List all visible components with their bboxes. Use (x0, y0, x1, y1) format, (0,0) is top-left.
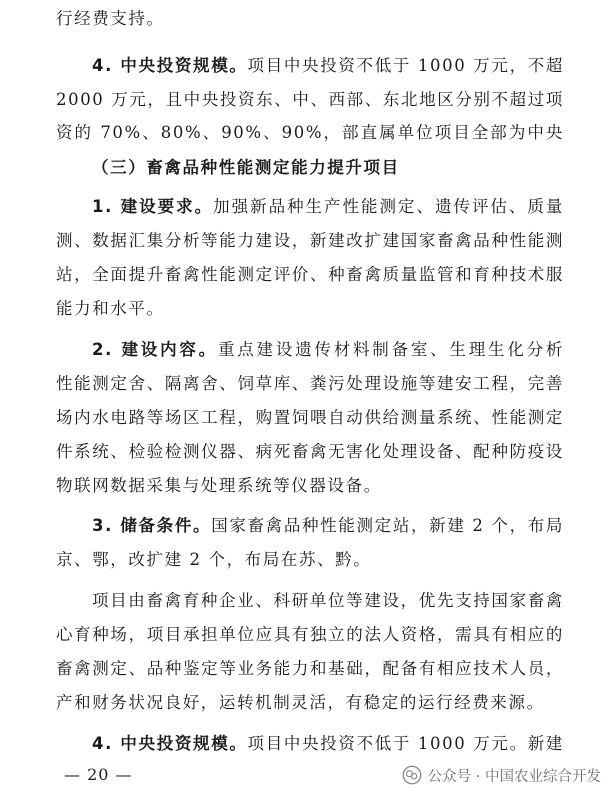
section-heading (92, 157, 564, 179)
line-text: 项目中央投资不低于 1000 万元，不超 (247, 56, 564, 75)
paragraph-line (56, 298, 564, 320)
paragraph-line (56, 373, 564, 395)
paragraph-line (92, 515, 564, 537)
watermark-text: 公众号 · 中国农业综合开发 (427, 768, 601, 785)
line-text: 能力和水平。 (56, 299, 165, 318)
paragraph-line (56, 8, 564, 30)
line-text: 加强新品种生产性能测定、遗传评估、质量 (213, 197, 564, 216)
item-heading: 3. 储备条件。 (92, 516, 212, 535)
paragraph-line (56, 624, 564, 646)
line-text: 性能测定舍、隔离舍、饲草库、粪污处理设施等建安工程，完善 (56, 374, 564, 393)
paragraph-line (92, 55, 564, 77)
line-text: 测、数据汇集分析等能力建设，新建改扩建国家畜禽品种性能测 (56, 231, 564, 250)
line-text: 2000 万元，且中央投资东、中、西部、东北地区分别不超过项 (56, 90, 564, 109)
line-text: 场内水电路等场区工程，购置饲喂自动供给测量系统、性能测定 (56, 408, 564, 427)
item-heading: 4. 中央投资规模。 (92, 734, 248, 753)
line-text: 畜禽测定、品种鉴定等业务能力和基础，配备有相应技术人员， (56, 659, 564, 678)
wechat-icon (402, 765, 422, 785)
item-heading: 4. 中央投资规模。 (92, 56, 248, 75)
paragraph-line (56, 89, 564, 111)
paragraph-line (56, 475, 564, 497)
paragraph-line (92, 339, 564, 361)
paragraph-line (56, 230, 564, 252)
line-text: 产和财务状况良好，运转机制灵活，有稳定的运行经费来源。 (56, 693, 545, 712)
paragraph-line (56, 407, 564, 429)
line-text: 京、鄂，改扩建 2 个，布局在苏、黔。 (56, 550, 372, 569)
paragraph-line (56, 658, 564, 680)
section-heading-text: （三）畜禽品种性能测定能力提升项目 (92, 158, 400, 177)
item-heading: 1. 建设要求。 (92, 197, 214, 216)
paragraph-line (92, 590, 564, 612)
line-text: 站，全面提升畜禽性能测定评价、种畜禽质量监管和育种技术服 (56, 265, 564, 284)
line-text: 物联网数据采集与处理系统等仪器设备。 (56, 476, 382, 495)
line-text: 国家畜禽品种性能测定站，新建 2 个，布局 (211, 516, 564, 535)
paragraph-line (56, 122, 564, 144)
line-text: 行经费支持。 (56, 9, 165, 28)
line-text: 重点建设遗传材料制备室、生理生化分析 (217, 340, 564, 359)
paragraph-line (56, 441, 564, 463)
line-text: 心育种场，项目承担单位应具有独立的法人资格，需具有相应的 (56, 625, 564, 644)
item-heading: 2. 建设内容。 (92, 340, 218, 359)
paragraph-line (92, 196, 564, 218)
page-number: — 20 — (64, 765, 133, 784)
line-text: 资的 70%、80%、90%、90%，部直属单位项目全部为中央 (56, 123, 564, 142)
line-text: 项目由畜禽育种企业、科研单位等建设，优先支持国家畜禽 (92, 591, 564, 610)
wechat-watermark (402, 764, 601, 786)
paragraph-line (56, 549, 564, 571)
paragraph-line (56, 692, 564, 714)
line-text: 件系统、检验检测仪器、病死畜禽无害化处理设备、配种防疫设 (56, 442, 564, 461)
paragraph-line (56, 264, 564, 286)
paragraph-line (92, 733, 564, 755)
line-text: 项目中央投资不低于 1000 万元。新建 (247, 734, 564, 753)
